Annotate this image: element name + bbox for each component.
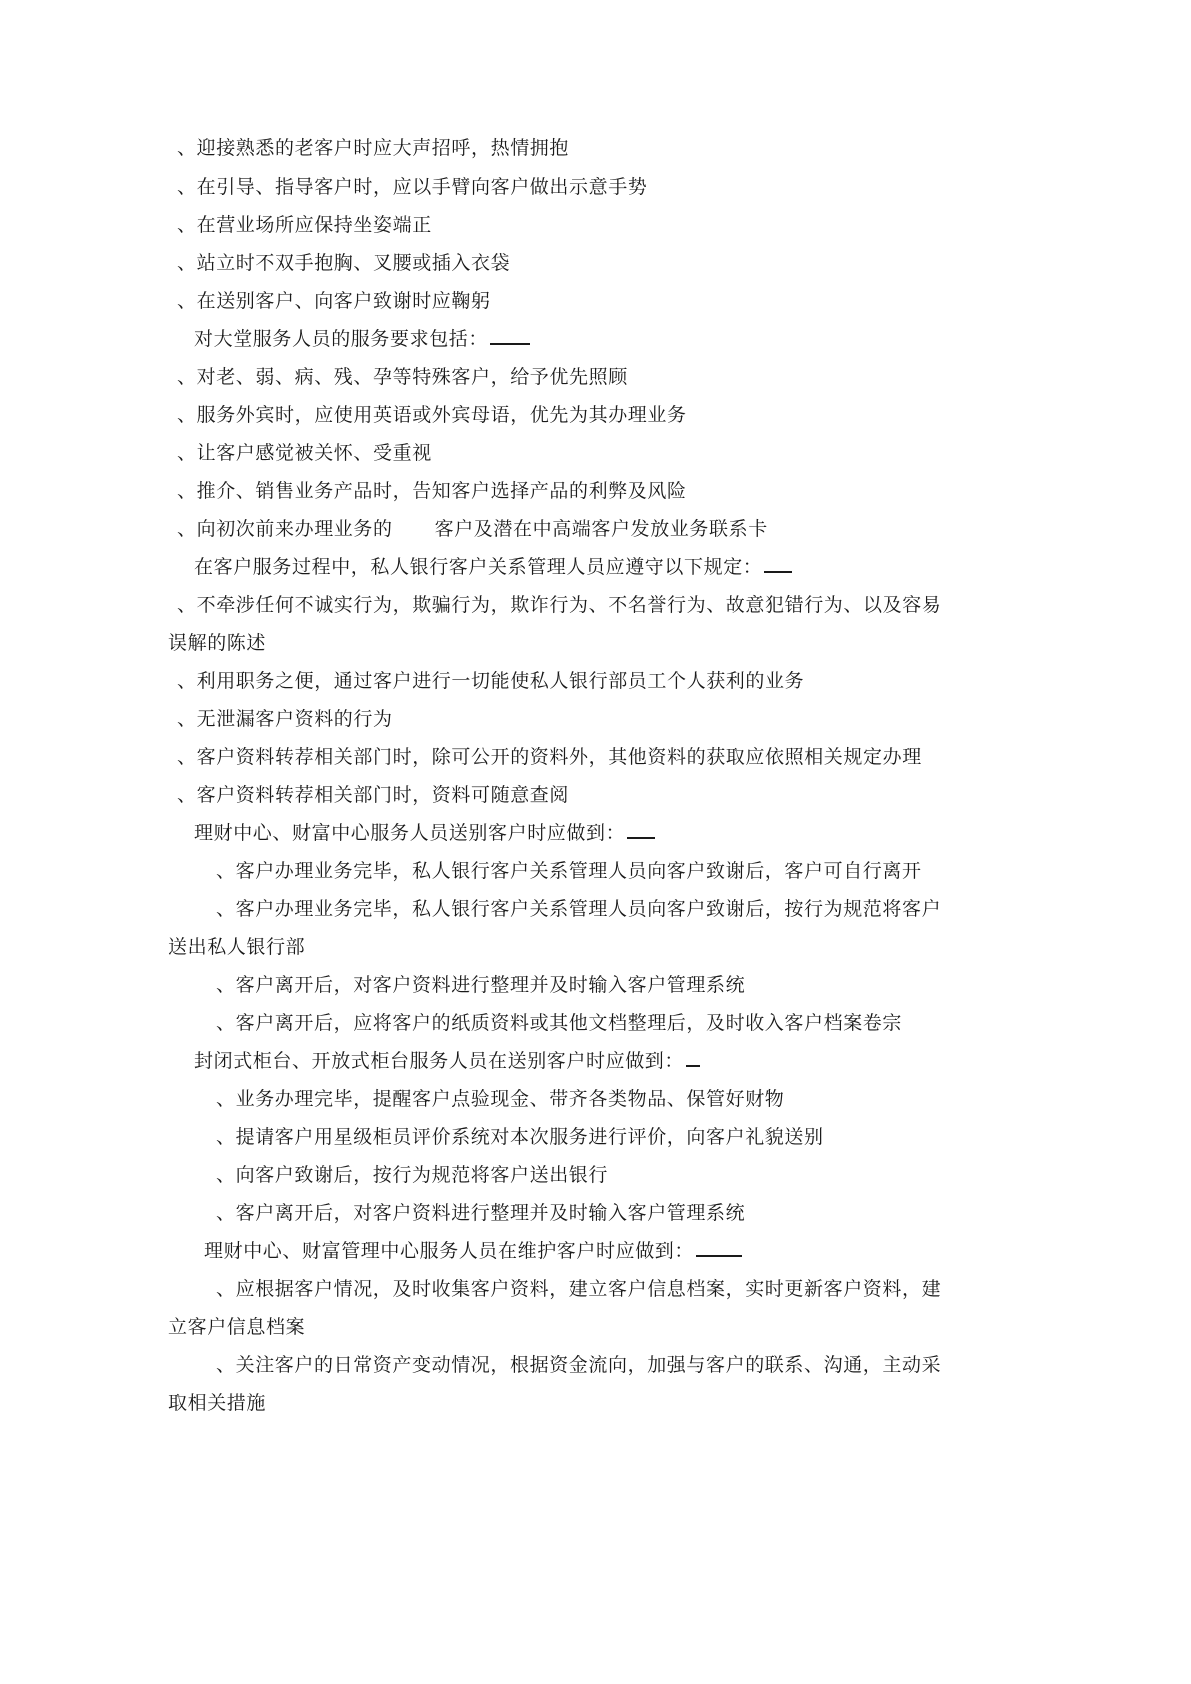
text-line: 、客户资料转荐相关部门时，除可公开的资料外，其他资料的获取应依照相关规定办理	[177, 746, 922, 768]
question-text: 封闭式柜台、开放式柜台服务人员在送别客户时应做到：	[194, 1050, 685, 1072]
question-stem	[194, 1049, 700, 1073]
question-stem	[194, 327, 530, 351]
text-line: 、客户离开后，对客户资料进行整理并及时输入客户管理系统	[216, 1202, 746, 1224]
question-text: 在客户服务过程中，私人银行客户关系管理人员应遵守以下规定：	[194, 556, 763, 578]
question-text: 理财中心、财富中心服务人员送别客户时应做到：	[194, 822, 626, 844]
text-line: 、对老、弱、病、残、孕等特殊客户，给予优先照顾	[177, 366, 628, 388]
text-line	[177, 517, 768, 541]
text-line: 、在送别客户、向客户致谢时应鞠躬	[177, 290, 491, 312]
answer-blank	[627, 821, 655, 839]
question-stem	[194, 821, 655, 845]
text-line: 、推介、销售业务产品时，告知客户选择产品的利弊及风险	[177, 480, 687, 502]
text-line: 、在营业场所应保持坐姿端正	[177, 214, 432, 236]
text-line: 、客户办理业务完毕，私人银行客户关系管理人员向客户致谢后，客户可自行离开	[216, 860, 922, 882]
text-line: 、业务办理完毕，提醒客户点验现金、带齐各类物品、保管好财物	[216, 1088, 785, 1110]
answer-blank	[490, 327, 530, 345]
answer-blank	[696, 1239, 742, 1257]
text-line: 、客户办理业务完毕，私人银行客户关系管理人员向客户致谢后，按行为规范将客户	[216, 898, 942, 920]
answer-blank	[764, 555, 792, 573]
text-line: 误解的陈述	[168, 632, 267, 654]
question-stem	[204, 1239, 742, 1263]
text-line: 送出私人银行部	[168, 936, 306, 958]
text-line: 、让客户感觉被关怀、受重视	[177, 442, 432, 464]
text-line: 、迎接熟悉的老客户时应大声招呼，热情拥抱	[177, 137, 570, 159]
text-line: 立客户信息档案	[168, 1316, 306, 1338]
text-line: 、在引导、指导客户时，应以手臂向客户做出示意手势	[177, 176, 648, 198]
text-line: 、向客户致谢后，按行为规范将客户送出银行	[216, 1164, 609, 1186]
text-line: 、站立时不双手抱胸、叉腰或插入衣袋	[177, 252, 511, 274]
text-line: 取相关措施	[168, 1392, 267, 1414]
text-segment: 客户及潜在中高端客户发放业务联系卡	[434, 518, 768, 540]
text-line: 、无泄漏客户资料的行为	[177, 708, 393, 730]
question-text: 对大堂服务人员的服务要求包括：	[194, 328, 489, 350]
text-line: 、客户离开后，对客户资料进行整理并及时输入客户管理系统	[216, 974, 746, 996]
question-text: 理财中心、财富管理中心服务人员在维护客户时应做到：	[204, 1240, 695, 1262]
text-line: 、服务外宾时，应使用英语或外宾母语，优先为其办理业务	[177, 404, 687, 426]
text-line: 、关注客户的日常资产变动情况，根据资金流向，加强与客户的联系、沟通，主动采	[216, 1354, 942, 1376]
text-line: 、利用职务之便，通过客户进行一切能使私人银行部员工个人获利的业务	[177, 670, 805, 692]
answer-blank	[686, 1049, 700, 1067]
text-line: 、客户资料转荐相关部门时，资料可随意查阅	[177, 784, 570, 806]
question-stem	[194, 555, 792, 579]
text-line: 、不牵涉任何不诚实行为，欺骗行为，欺诈行为、不名誉行为、故意犯错行为、以及容易	[177, 594, 942, 616]
text-line: 、应根据客户情况，及时收集客户资料，建立客户信息档案，实时更新客户资料，建	[216, 1278, 942, 1300]
text-line: 、提请客户用星级柜员评价系统对本次服务进行评价，向客户礼貌送别	[216, 1126, 824, 1148]
text-line: 、客户离开后，应将客户的纸质资料或其他文档整理后，及时收入客户档案卷宗	[216, 1012, 903, 1034]
text-segment: 、向初次前来办理业务的	[177, 518, 393, 540]
